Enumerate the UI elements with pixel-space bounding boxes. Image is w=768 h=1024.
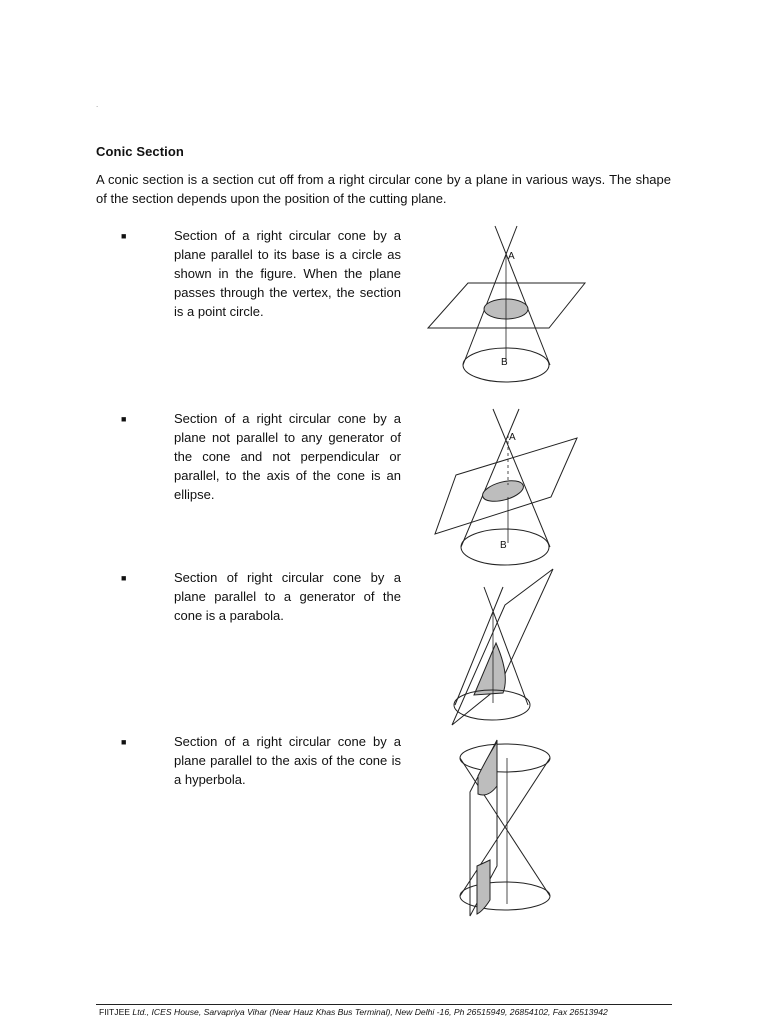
- ellipse-description: Section of a right circular cone by a plane not parallel to any generator of the cone and not perpendicular or parallel, to the axis of the cone is an ellipse.: [174, 411, 401, 502]
- vertex-label-a: A: [509, 432, 516, 443]
- circle-section-figure: [420, 222, 590, 390]
- bullet-marker: ■: [121, 414, 127, 424]
- footer: [99, 1007, 679, 1018]
- ellipse-section-figure: [430, 405, 590, 575]
- hyperbola-description: Section of a right circular cone by a plane parallel to the axis of the cone is a hyperbola.: [174, 734, 401, 787]
- circle-description: Section of a right circular cone by a plane parallel to its base is a circle as shown in the figure. When the plane passes through the vertex, the section is a point circle.: [174, 228, 401, 319]
- vertex-label-a: A: [508, 251, 515, 262]
- bullet-marker: ■: [121, 231, 127, 241]
- intro-paragraph: A conic section is a section cut off from a right circular cone by a plane in various ways. The shape of the section depends upon the position of the cutting plane.: [96, 172, 671, 206]
- footer-details: Ltd., ICES House, Sarvapriya Vihar (Near Hauz Khas Bus Terminal), New Delhi -16, Ph 26515949, 26854102, Fax 26513942: [130, 1007, 608, 1017]
- bullet-marker: ■: [121, 573, 127, 583]
- stray-mark: .: [96, 100, 99, 109]
- parabola-section-figure: [440, 565, 570, 733]
- base-label-b: B: [501, 357, 508, 368]
- footer-rule: [96, 1004, 672, 1005]
- hyperbola-section-figure: [450, 736, 560, 920]
- footer-org: FIITJEE: [99, 1007, 131, 1017]
- section-heading: Conic Section: [96, 144, 184, 159]
- bullet-marker: ■: [121, 737, 127, 747]
- parabola-description: Section of right circular cone by a plane parallel to a generator of the cone is a parabola.: [174, 570, 401, 623]
- base-label-b: B: [500, 540, 507, 551]
